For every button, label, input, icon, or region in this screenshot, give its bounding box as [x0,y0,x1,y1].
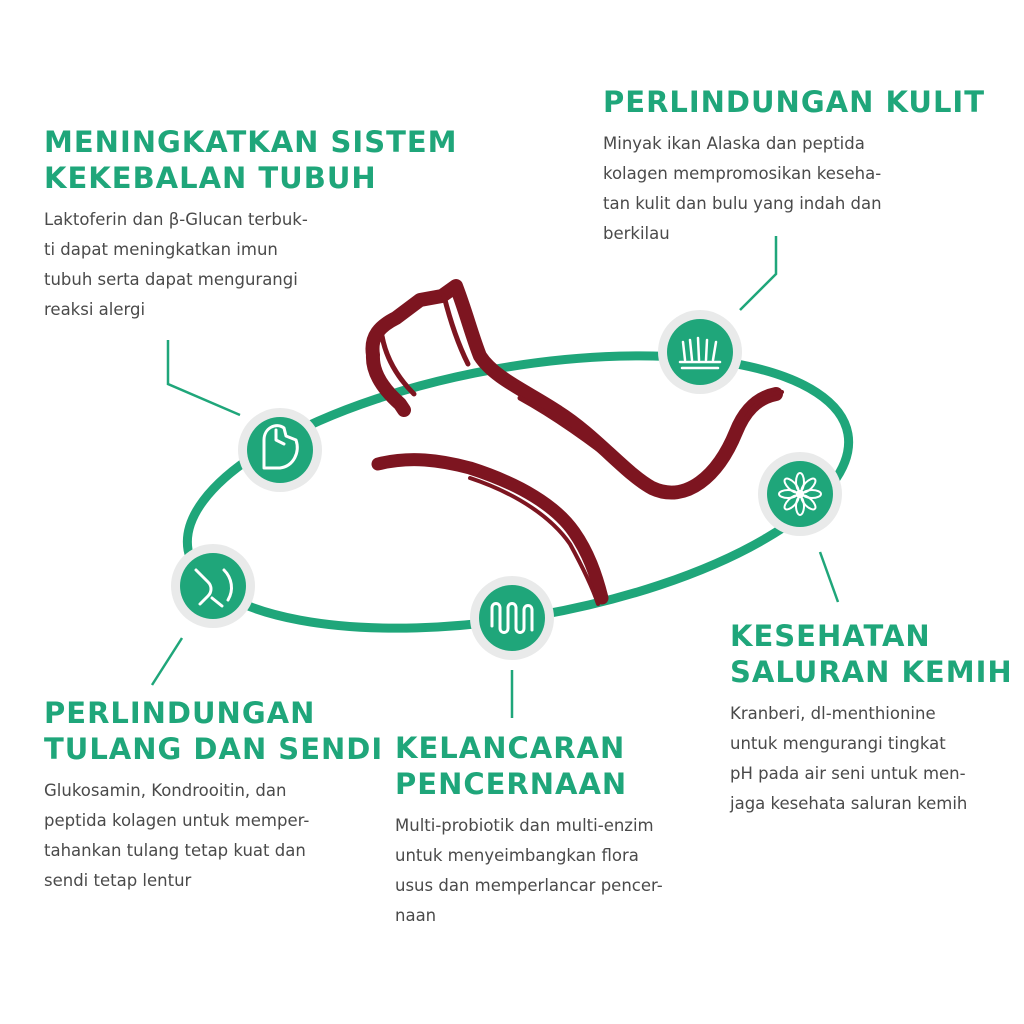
desc-line: kolagen mempromosikan keseha- [603,164,882,183]
benefit-bone-description [44,776,383,896]
benefit-bone [44,695,383,896]
title-line: SALURAN KEMIH [730,655,1013,689]
title-line: KESEHATAN [730,619,931,653]
connector-bone [152,638,182,685]
desc-line: Laktoferin dan β-Glucan terbuk- [44,210,308,229]
benefit-immune-description [44,205,458,325]
title-line: MENINGKATKAN SISTEM [44,125,458,159]
desc-line: reaksi alergi [44,300,146,319]
benefit-urinary-description [730,699,1013,819]
desc-line: Kranberi, dl-menthionine [730,704,936,723]
desc-line: jaga kesehata saluran kemih [730,794,968,813]
desc-line: peptida kolagen untuk memper- [44,811,310,830]
icon-skin [658,310,742,394]
icon-immune [238,408,322,492]
benefit-digest-description [395,811,663,931]
benefit-immune [44,124,458,325]
desc-line: berkilau [603,224,670,243]
desc-line: usus dan memperlancar pencer- [395,876,663,895]
benefit-urinary-title [730,618,1013,690]
desc-line: tubuh serta dapat mengurangi [44,270,298,289]
desc-line: Minyak ikan Alaska dan peptida [603,134,865,153]
title-line: KEKEBALAN TUBUH [44,161,377,195]
benefit-urinary [730,618,1013,819]
title-line: PERLINDUNGAN [44,696,316,730]
title-line: KELANCARAN [395,731,626,765]
benefit-bone-title [44,695,383,767]
desc-line: ti dapat meningkatkan imun [44,240,278,259]
benefit-immune-title [44,124,458,196]
icon-digest [470,576,554,660]
desc-line: Multi-probiotik dan multi-enzim [395,816,654,835]
desc-line: sendi tetap lentur [44,871,192,890]
desc-line: pH pada air seni untuk men- [730,764,966,783]
title-line: TULANG DAN SENDI [44,732,384,766]
connector-immune [168,340,240,415]
connector-urinary [820,552,838,602]
benefit-skin [603,84,985,249]
desc-line: Glukosamin, Kondrooitin, dan [44,781,287,800]
icon-bone [171,544,255,628]
desc-line: untuk mengurangi tingkat [730,734,946,753]
benefit-digest-title [395,730,663,802]
benefit-skin-description [603,129,985,249]
benefit-skin-title [603,84,985,120]
title-line: PENCERNAAN [395,767,628,801]
desc-line: untuk menyeimbangkan flora [395,846,639,865]
desc-line: tan kulit dan bulu yang indah dan [603,194,882,213]
title-line: PERLINDUNGAN KULIT [603,85,986,119]
desc-line: naan [395,906,437,925]
icon-urinary [758,452,842,536]
benefit-digest [395,730,663,931]
desc-line: tahankan tulang tetap kuat dan [44,841,306,860]
